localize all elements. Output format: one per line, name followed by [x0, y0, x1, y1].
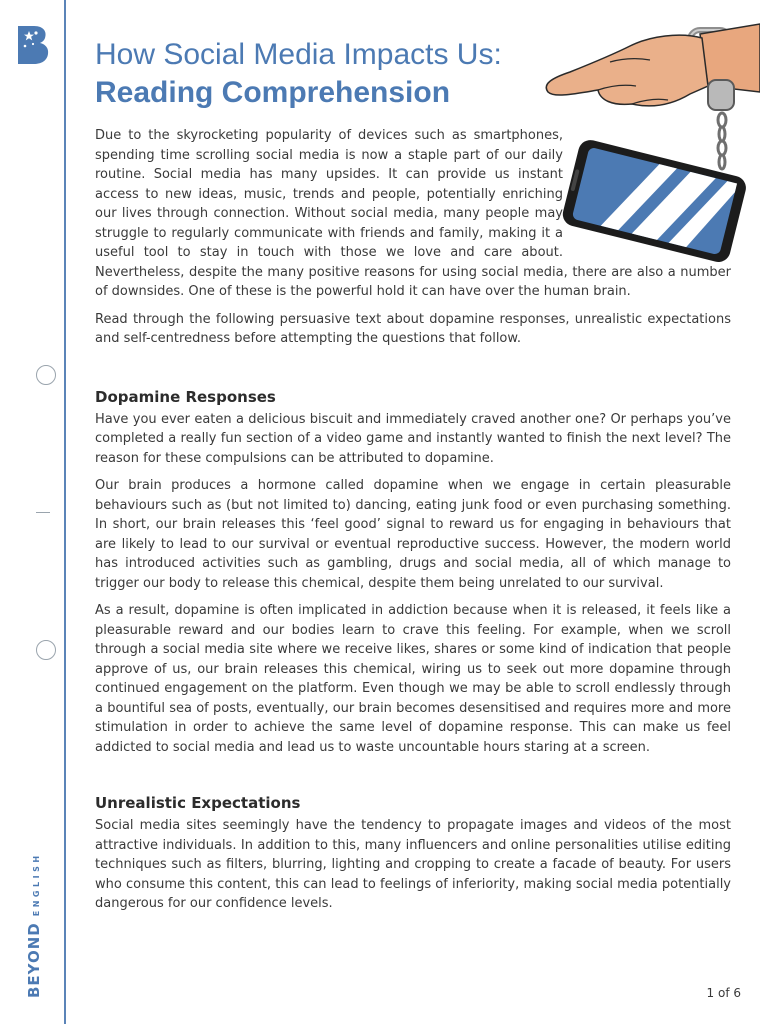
dopamine-paragraph-3: As a result, dopamine is often implicated in addiction because when it is released, it feels like a pleasurable reward and our bodies learn to crave this feeling. For example, when we scroll through a social media site where we receive likes, shares or some kind of indication that people approve of us, our brain releases this chemical, wiring us to seek out more dopamine through continued engagement on the platform. Even though we may be able to scroll endlessly through a bountiful sea of posts, eventually, our brain becomes desensitised and requires more and more stimulation in order to achieve the same level of dopamine response. This can make us feel addicted to social media and lead us to waste uncountable hours staring at a screen.: [95, 603, 731, 755]
section-heading-expectations: Unrealistic Expectations: [95, 794, 301, 812]
brand-vertical-text: [24, 852, 43, 998]
brand-sub: ENGLISH: [32, 852, 41, 917]
title-line-1: How Social Media Impacts Us:: [95, 38, 502, 71]
binder-hole-bottom: [36, 640, 56, 660]
illustration-space: [563, 126, 731, 250]
instruction-paragraph: Read through the following persuasive text about dopamine responses, unrealistic expectations and self-centredness before attempting the questions that follow.: [95, 311, 731, 346]
section-heading-dopamine: Dopamine Responses: [95, 387, 276, 406]
binder-hole-top: [36, 365, 56, 385]
intro-paragraph: Due to the skyrocketing popularity of devices such as smartphones, spending time scrolling social media is now a staple part of our daily routine. Social media has many upsides. It can provide us instant access to new ideas, music, trends and people, potentially enriching our lives through connection. Without social media, many people may struggle to regularly communicate with friends and family, making it a useful tool to stay in touch with those we love and care about. Nevertheless, despite the many positive reasons for using social media, there are also a number of downsides. One of these is the powerful hold it can have over the human brain.: [95, 128, 731, 299]
reading-content: [95, 126, 731, 922]
page-number: 1 of 6: [706, 986, 741, 1000]
expectations-paragraph-1: Social media sites seemingly have the tendency to propagate images and videos of the most attractive individuals. In addition to this, many influencers and online personalities utilise editing techniques such as filters, blurring, lighting and cropping to create a facade of beauty. For users who consume this content, this can lead to feelings of inferiority, making social media potentially dangerous for our confidence levels.: [95, 818, 731, 911]
dopamine-paragraph-2: Our brain produces a hormone called dopamine when we engage in certain pleasurable behaviours such as (but not limited to) dancing, eating junk food or even purchasing something. In short, our brain releases this ‘feel good’ signal to reward us for engaging in behaviours that are likely to lead to our survival or eventual reproductive success. However, the modern world has introduced activities such as gambling, drugs and social media, all of which manage to trigger our body to release this chemical, despite them being unrelated to our survival.: [95, 478, 731, 591]
brand-name: BEYOND: [25, 922, 43, 998]
page-center-mark: [36, 512, 50, 513]
margin-line: [64, 0, 66, 1024]
page-title: [95, 36, 502, 112]
beyond-logo-icon: [14, 22, 52, 66]
title-line-2: Reading Comprehension: [95, 76, 451, 109]
dopamine-paragraph-1: Have you ever eaten a delicious biscuit and immediately craved another one? Or perhaps you’ve completed a really fun section of a video game and instantly wanted to finish the next level? The reason for these compulsions can be attributed to dopamine.: [95, 411, 731, 466]
